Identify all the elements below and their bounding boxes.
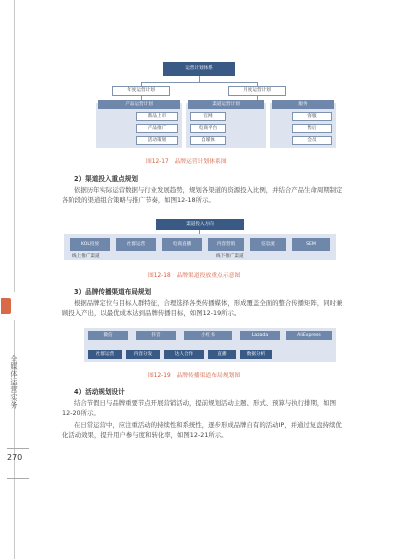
fig17-column-header: 产品运营计划	[98, 100, 180, 109]
section-body: 根据品牌定位与目标人群特征，合理选择各类传播媒体，形成覆盖全面的整合传播矩阵，同时兼顾投入产出，以最优成本达到品牌传播目标，如图12-19所示。	[62, 299, 343, 317]
page-number-rule-top	[7, 448, 29, 449]
fig19-bottom-box: 达人合作	[164, 350, 204, 359]
fig18-top-node: 渠道投入方向	[156, 219, 244, 230]
section-heading: 3）品牌传播渠道布局规划	[74, 288, 152, 296]
fig18-box: 社群运营	[116, 238, 156, 251]
fig17-item: 自媒体	[190, 136, 226, 145]
fig19-bottom-box: 社群运营	[88, 350, 122, 359]
fig17-column-header: 渠道运营计划	[188, 100, 264, 109]
fig17-item: 售后	[292, 124, 332, 133]
fig19-top-box: Lazada	[240, 331, 280, 340]
fig19-top-box: 微信	[88, 331, 128, 340]
chapter-tab	[1, 298, 11, 314]
section-body: 依据历年实际运营数据与行业发展趋势，规划各渠道的资源投入比例，并结合产品生命周期制定各阶段的渠道组合策略与推广节奏，如图12-18所示。	[62, 186, 343, 204]
fig18-box: SEM	[292, 238, 330, 251]
fig18-row-label: 线上推广渠道	[72, 254, 100, 259]
section-body: 在日常运营中，应注重活动的持续性和系统性，逐步形成品牌自有的活动IP，并通过复盘持续优化活动效果，提升用户参与度和转化率，如图12-21所示。	[62, 421, 342, 439]
fig19-top-box: AliExpress	[286, 331, 332, 340]
section-body: 结合节假日与品牌重要节点开展营销活动，提前规划活动主题、形式、预算与执行排期，如图12-20所示。	[62, 399, 337, 417]
fig19-top-box: 小红书	[184, 331, 232, 340]
fig19-bottom-box: 内容分发	[126, 350, 160, 359]
fig18-caption: 图12-18 品牌渠道投放重点示意图	[148, 273, 241, 279]
fig19-caption: 图12-19 品牌传播渠道布局规划图	[148, 373, 241, 379]
fig19-top-box: 抖音	[136, 331, 176, 340]
fig18-row-label: 线下推广渠道	[216, 254, 244, 259]
fig18-box: KOL投放	[70, 238, 110, 251]
fig17-item: 产品推广	[136, 124, 178, 133]
page-number-rule-bottom	[7, 478, 29, 479]
fig18-box: 内容营销	[208, 238, 244, 251]
fig18-box: 电商直播	[162, 238, 202, 251]
margin-line-top	[14, 0, 15, 292]
fig17-item: 会员	[292, 136, 332, 145]
section-heading: 2）渠道投入重点规划	[74, 175, 138, 183]
page-number: 270	[7, 453, 23, 462]
fig19-bottom-box: 直播	[208, 350, 236, 359]
fig17-item: 客服	[292, 112, 332, 121]
fig17-item: 官网	[190, 112, 226, 121]
fig18-box: 信息流	[250, 238, 286, 251]
fig19-bottom-box: 数据分析	[240, 350, 272, 359]
fig17-item: 活动策划	[136, 136, 178, 145]
fig17-item: 新品上市	[136, 112, 178, 121]
book-title: 全媒体运营实务	[10, 355, 19, 409]
fig17-caption: 图12-17 品牌运营计划体系图	[146, 159, 227, 165]
fig17-second-node: 年度运营计划	[112, 86, 170, 96]
fig17-item: 电商平台	[190, 124, 226, 133]
fig17-column-header: 服务	[272, 100, 334, 109]
fig17-second-node: 月度运营计划	[228, 86, 286, 96]
fig17-top-node: 运营计划体系	[163, 62, 235, 76]
section-heading: 4）活动规划设计	[74, 388, 125, 396]
